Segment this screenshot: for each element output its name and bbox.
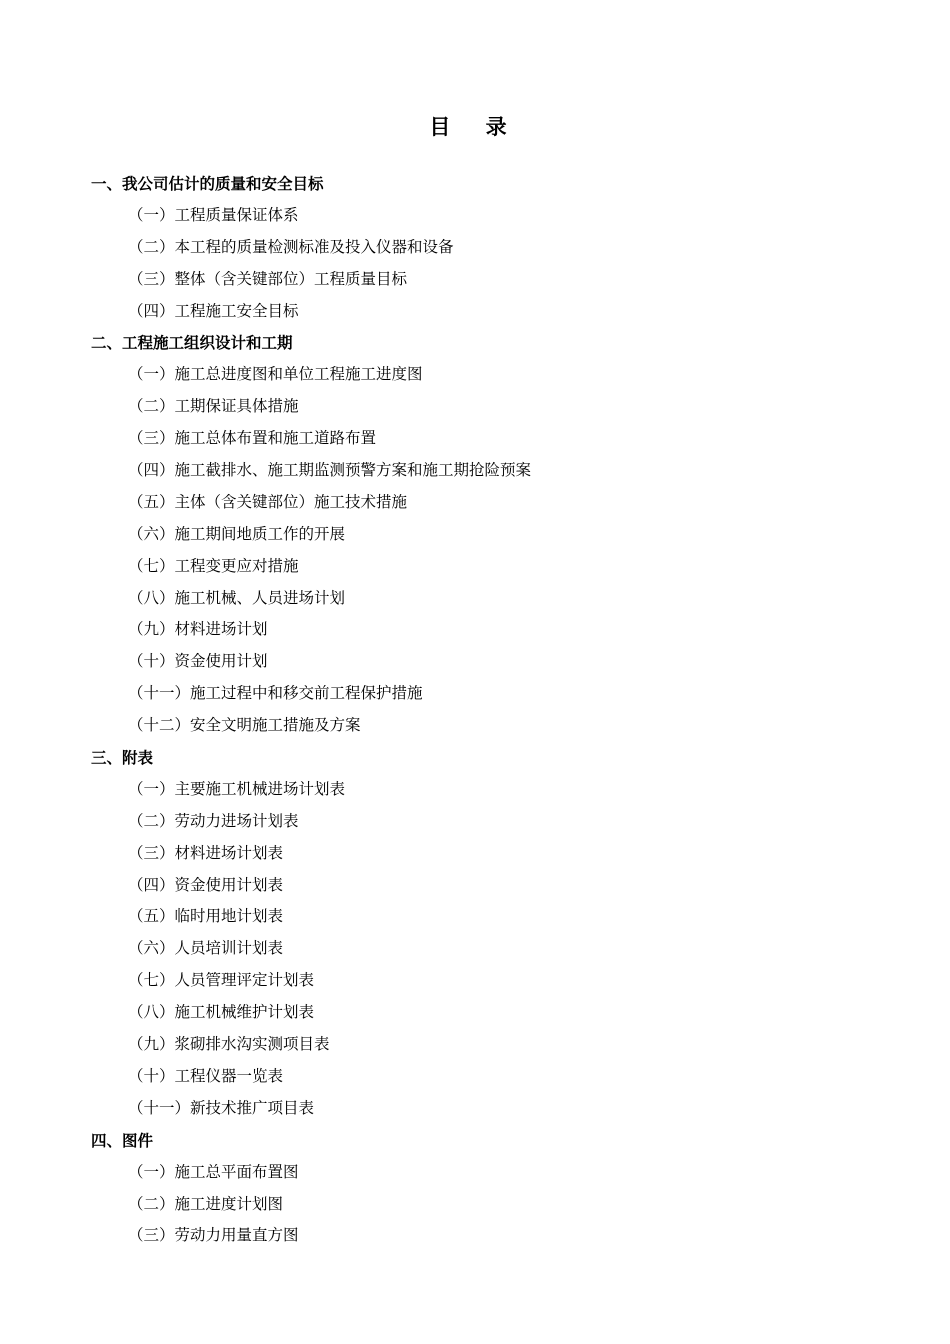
toc-item: （七）工程变更应对措施 [128,556,299,575]
table-of-contents [91,168,871,1252]
toc-item: （八）施工机械、人员进场计划 [128,588,346,607]
toc-item: （二）劳动力进场计划表 [128,811,299,830]
toc-item: （十）工程仪器一览表 [128,1066,284,1085]
toc-item: （三）材料进场计划表 [128,843,284,862]
toc-item: （三）整体（含关键部位）工程质量目标 [128,269,408,288]
toc-item: （十二）安全文明施工措施及方案 [128,716,361,735]
toc-item: （九）材料进场计划 [128,620,268,639]
toc-item: （二）工期保证具体措施 [128,397,299,416]
toc-item: （二）施工进度计划图 [128,1194,284,1213]
toc-item: （二）本工程的质量检测标准及投入仪器和设备 [128,237,454,256]
toc-section [91,327,871,742]
toc-item: （九）浆砌排水沟实测项目表 [128,1035,330,1054]
toc-item: （六）人员培训计划表 [128,939,284,958]
toc-item: （一）主要施工机械进场计划表 [128,779,346,798]
toc-item: （三）施工总体布置和施工道路布置 [128,429,377,448]
toc-item: （六）施工期间地质工作的开展 [128,524,346,543]
section-heading: 一、我公司估计的质量和安全目标 [91,174,324,193]
toc-item: （四）工程施工安全目标 [128,301,299,320]
toc-item: （一）工程质量保证体系 [128,205,299,224]
toc-section [91,742,871,1125]
toc-item: （四）施工截排水、施工期监测预警方案和施工期抢险预案 [128,461,532,480]
toc-item: （八）施工机械维护计划表 [128,1003,315,1022]
section-heading: 二、工程施工组织设计和工期 [91,333,293,353]
toc-item: （十一）新技术推广项目表 [128,1098,315,1117]
toc-item: （一）施工总进度图和单位工程施工进度图 [128,365,423,384]
toc-item: （十）资金使用计划 [128,652,268,671]
section-heading: 三、附表 [91,748,154,768]
toc-item: （七）人员管理评定计划表 [128,971,315,990]
toc-item: （三）劳动力用量直方图 [128,1226,299,1245]
toc-item: （五）临时用地计划表 [128,907,284,926]
toc-section [91,168,871,327]
toc-item: （一）施工总平面布置图 [128,1162,299,1181]
toc-item: （十一）施工过程中和移交前工程保护措施 [128,684,423,703]
toc-item: （四）资金使用计划表 [128,875,284,894]
toc-item: （五）主体（含关键部位）施工技术措施 [128,492,408,511]
toc-section [91,1125,871,1253]
page-title: 目 录 [429,114,521,139]
section-heading: 四、图件 [91,1130,154,1150]
